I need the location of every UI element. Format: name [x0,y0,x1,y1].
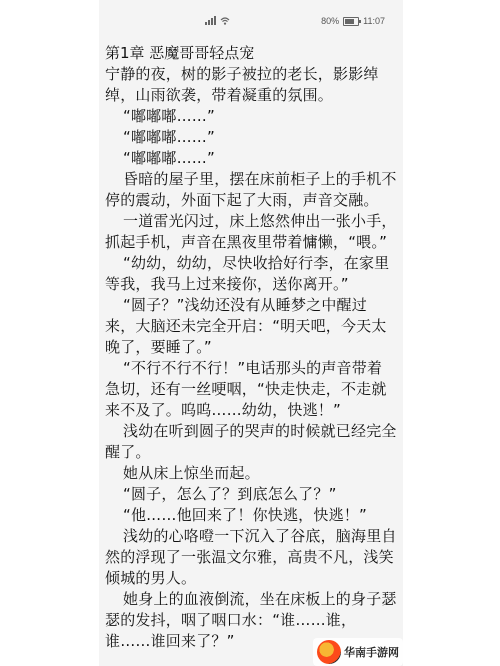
story-paragraph: “他……他回来了！你快逃，快逃！” [123,506,367,524]
story-paragraph: “圆子，怎么了？到底怎么了？” [123,485,337,503]
story-paragraph: “嘟嘟嘟……” [123,107,215,125]
battery-percent: 80% [321,16,340,26]
wifi-icon [220,17,230,25]
paragraph-list [105,64,397,652]
story-paragraph: 她身上的血液倒流，坐在床板上的身子瑟瑟的发抖，咽了咽口水：“谁……谁，谁……谁回来了？” [105,590,397,650]
story-paragraph: 她从床上惊坐而起。 [123,464,260,482]
signal-bars-icon [205,16,216,25]
story-paragraph: “幼幼，幼幼，尽快收拾好行李，在家里等我，我马上过来接你，送你离开。” [105,254,390,293]
phone-screen [99,0,403,666]
story-paragraph: 浅幼在听到圆子的哭声的时候就已经完全醒了。 [105,422,397,461]
status-left [205,16,230,25]
status-bar [99,0,403,38]
chapter-title: 第1章 恶魔哥哥轻点宠 [105,44,255,62]
reader-content[interactable] [99,38,403,652]
story-paragraph: 一道雷光闪过，床上悠然伸出一张小手，抓起手机，声音在黑夜里带着慵懒，“喂。” [105,212,397,251]
story-paragraph: “嘟嘟嘟……” [123,149,215,167]
watermark-text: 华南手游网 [344,647,399,659]
clock-time: 11:07 [363,16,385,26]
story-paragraph: “圆子？”浅幼还没有从睡梦之中醒过来，大脑还未完全开启：“明天吧，今天太晚了，要睡了。” [105,296,387,356]
battery-icon [343,17,359,26]
story-paragraph: 浅幼的心咯噔一下沉入了谷底，脑海里自然的浮现了一张温文尔雅，高贵不凡，浅笑倾城的男人。 [105,527,397,587]
story-paragraph: 昏暗的屋子里，摆在床前柜子上的手机不停的震动，外面下起了大雨，声音交融。 [105,170,397,209]
story-paragraph: “不行不行不行！”电话那头的声音带着急切，还有一丝哽咽，“快走快走，不走就来不及了。呜呜……幼幼，快逃！” [105,359,387,419]
site-logo-icon [317,640,341,664]
status-right [321,16,385,26]
site-watermark [313,638,403,666]
story-paragraph: “嘟嘟嘟……” [123,128,215,146]
story-paragraph: 宁静的夜，树的影子被拉的老长，影影绰绰，山雨欲袭，带着凝重的氛围。 [105,65,379,104]
